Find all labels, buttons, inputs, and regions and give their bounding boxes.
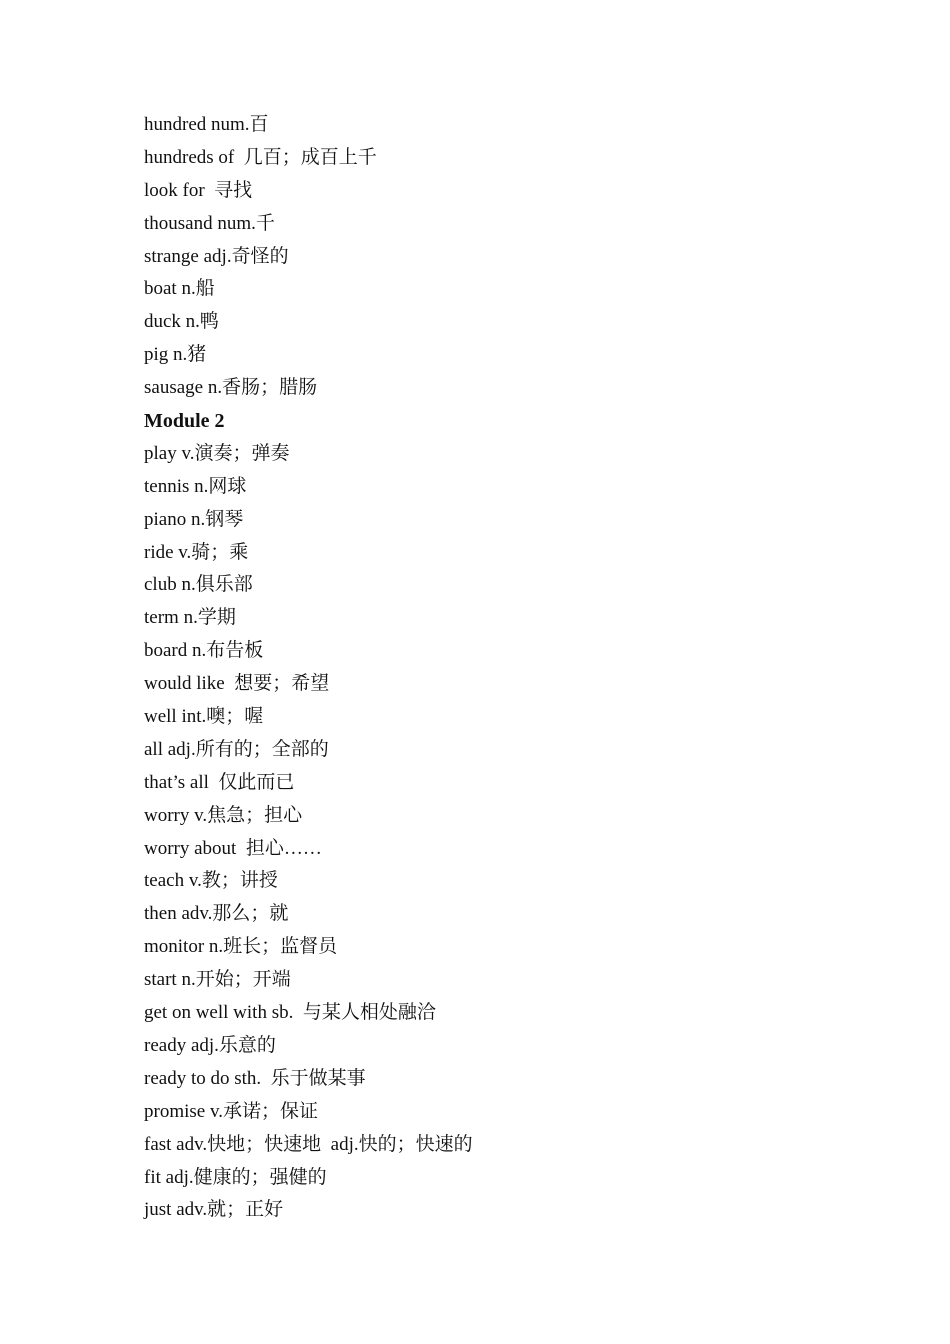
vocab-entry: fast adv.快地；快速地 adj.快的；快速的	[144, 1133, 473, 1155]
vocab-entry: sausage n.香肠；腊肠	[144, 377, 318, 399]
vocab-entry: play v.演奏；弹奏	[144, 442, 290, 464]
module-heading: Module 2	[144, 410, 225, 433]
vocab-entry: ride v.骑；乘	[144, 541, 249, 563]
vocab-entry: then adv.那么；就	[144, 903, 289, 925]
vocab-entry: term n.学期	[144, 607, 236, 629]
vocab-entry: worry v.焦急；担心	[144, 804, 303, 826]
vocab-entry: pig n.猪	[144, 344, 207, 366]
vocab-entry: fit adj.健康的；强健的	[144, 1166, 327, 1188]
vocab-entry: duck n.鸭	[144, 311, 219, 333]
vocab-entry: piano n.钢琴	[144, 508, 244, 530]
vocab-entry: teach v.教；讲授	[144, 870, 278, 892]
vocab-entry: boat n.船	[144, 278, 215, 300]
vocab-entry: ready adj.乐意的	[144, 1034, 276, 1056]
vocab-entry: hundreds of 几百；成百上千	[144, 146, 377, 168]
vocab-entry: that’s all 仅此而已	[144, 771, 295, 793]
vocab-entry: board n.布告板	[144, 640, 264, 662]
vocab-entry: club n.俱乐部	[144, 574, 253, 596]
vocab-entry: strange adj.奇怪的	[144, 245, 289, 267]
vocab-entry: well int.噢；喔	[144, 706, 264, 728]
vocab-entry: monitor n.班长；监督员	[144, 936, 338, 958]
vocab-entry: ready to do sth. 乐于做某事	[144, 1067, 366, 1089]
vocab-entry: worry about 担心……	[144, 837, 322, 859]
vocab-entry: would like 想要；希望	[144, 673, 330, 695]
vocab-entry: tennis n.网球	[144, 475, 247, 497]
vocab-entry: all adj.所有的；全部的	[144, 738, 329, 760]
vocab-entry: thousand num.千	[144, 212, 275, 234]
vocab-entry: start n.开始；开端	[144, 969, 291, 991]
vocabulary-list	[144, 109, 844, 1227]
vocab-entry: promise v.承诺；保证	[144, 1100, 318, 1122]
vocab-entry: get on well with sb. 与某人相处融洽	[144, 1002, 436, 1024]
vocab-entry: just adv.就；正好	[144, 1199, 284, 1221]
vocab-entry: hundred num.百	[144, 114, 269, 135]
vocab-entry: look for 寻找	[144, 179, 253, 201]
